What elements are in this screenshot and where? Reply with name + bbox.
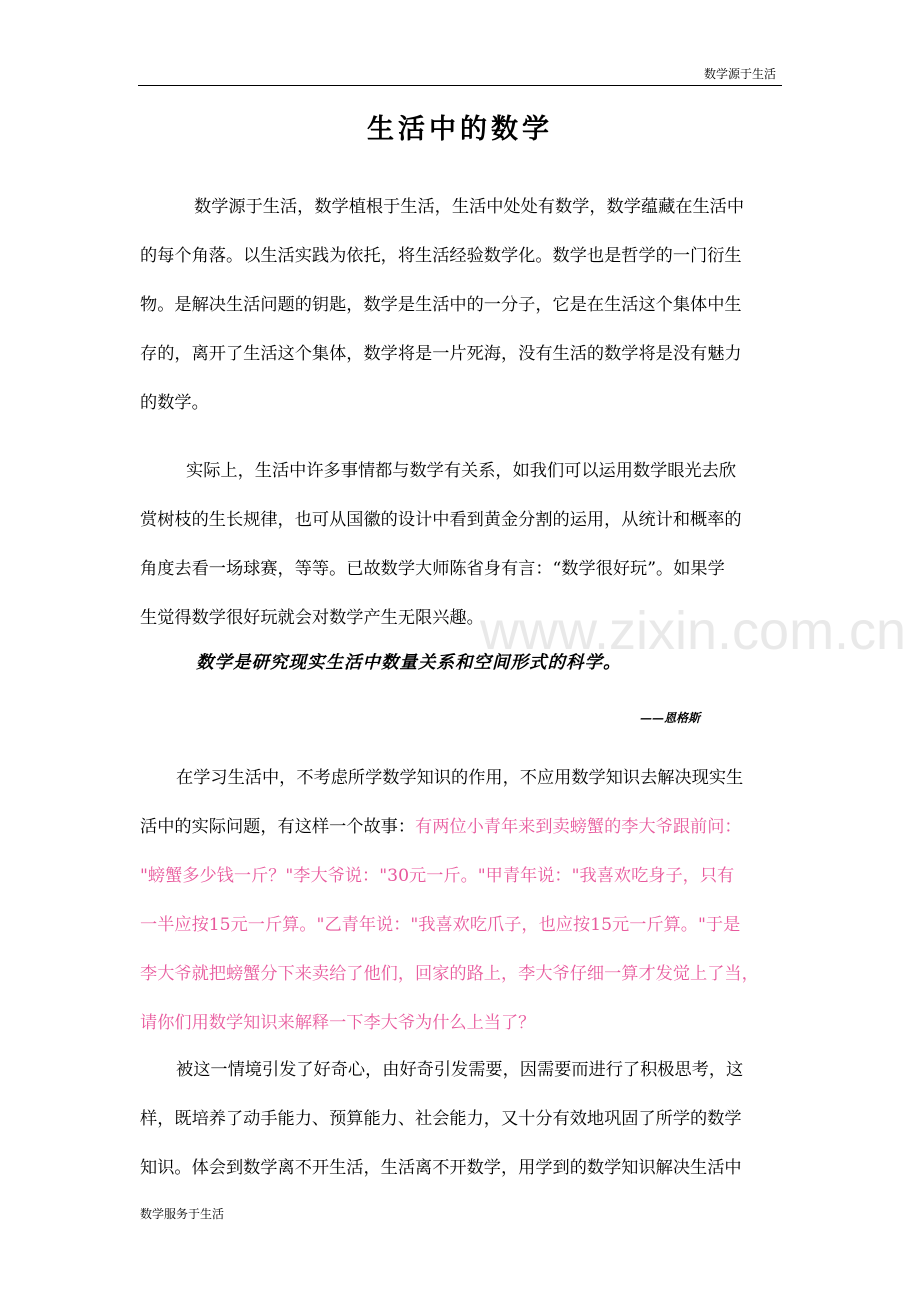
- document-title: 生活中的数学: [367, 114, 553, 145]
- quote-text: 数学是研究现实生活中数量关系和空间形式的科学。: [196, 653, 622, 673]
- paragraph-line: 赏树枝的生长规律，也可从国徽的设计中看到黄金分割的运用，从统计和概率的: [140, 510, 742, 530]
- story-intro: 活中的实际问题，有这样一个故事：: [140, 817, 416, 837]
- story-line: 李大爷就把螃蟹分下来卖给了他们，回家的路上，李大爷仔细一算才发觉上了当，: [140, 964, 759, 984]
- quote-author: ——恩格斯: [640, 711, 701, 725]
- paragraph-line: 生觉得数学很好玩就会对数学产生无限兴趣。: [140, 608, 484, 628]
- header-text: 数学源于生活: [703, 67, 776, 81]
- story-line: 一半应按15元一斤算。"乙青年说："我喜欢吃爪子，也应按15元一斤算。"于是: [140, 915, 741, 935]
- paragraph-line: 实际上，生活中许多事情都与数学有关系，如我们可以运用数学眼光去欣: [186, 461, 737, 481]
- watermark: www.zixin.com.cn: [480, 601, 907, 661]
- paragraph-line-mixed: [140, 803, 782, 852]
- paragraph-line: 的数学。: [140, 393, 209, 413]
- paragraph-line: 角度去看一场球赛，等等。已故数学大师陈省身有言：“数学很好玩”。如果学: [140, 559, 725, 579]
- story-line: 请你们用数学知识来解释一下李大爷为什么上当了？: [140, 1013, 536, 1033]
- paragraph-line: 存的，离开了生活这个集体，数学将是一片死海，没有生活的数学将是没有魅力: [140, 344, 742, 364]
- story-line: "螃蟹多少钱一斤？"李大爷说："30元一斤。"甲青年说："我喜欢吃身子，只有: [140, 866, 735, 886]
- story-text: 有两位小青年来到卖螃蟹的李大爷跟前问：: [415, 817, 742, 837]
- paragraph-line: 样，既培养了动手能力、预算能力、社会能力，又十分有效地巩固了所学的数学: [140, 1109, 742, 1129]
- paragraph-4: [140, 1046, 782, 1193]
- page-header: [138, 64, 782, 86]
- paragraph-line: 数学源于生活，数学植根于生活，生活中处处有数学，数学蕴藏在生活中: [194, 197, 745, 217]
- paragraph-line: 物。是解决生活问题的钥匙，数学是生活中的一分子，它是在生活这个集体中生: [140, 295, 742, 315]
- paragraph-line: 在学习生活中，不考虑所学数学知识的作用，不应用数学知识去解决现实生: [176, 768, 744, 788]
- paragraph-line: 被这一情境引发了好奇心，由好奇引发需要，因需要而进行了积极思考，这: [176, 1060, 744, 1080]
- page-footer: 数学服务于生活: [140, 1207, 225, 1221]
- paragraph-line: 的每个角落。以生活实践为依托，将生活经验数学化。数学也是哲学的一门衍生: [140, 246, 742, 266]
- paragraph-1: [140, 183, 782, 428]
- paragraph-3: [140, 754, 782, 1048]
- paragraph-line: 知识。体会到数学离不开生活，生活离不开数学，用学到的数学知识解决生活中: [140, 1158, 742, 1178]
